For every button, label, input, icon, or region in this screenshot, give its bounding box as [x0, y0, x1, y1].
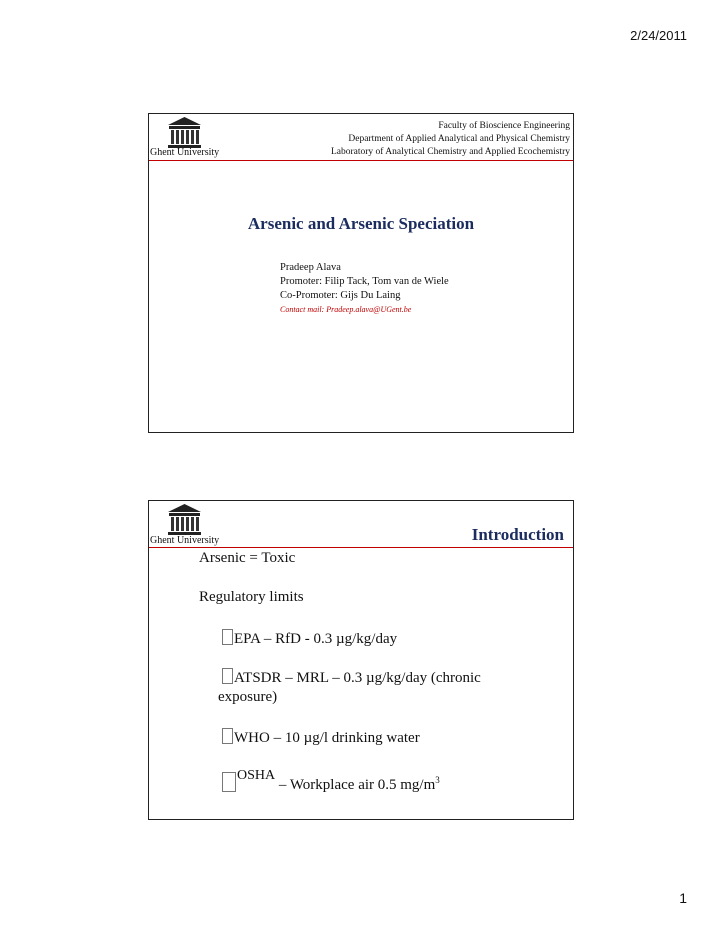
statement-toxic: Arsenic = Toxic — [199, 550, 296, 566]
ghent-university-logo-icon — [166, 502, 203, 538]
list-item-osha: OSHA – Workplace air 0.5 $mg/m^3$ — [222, 772, 440, 794]
regulatory-limits-heading: Regulatory limits — [199, 589, 304, 605]
department-line: Department of Applied Analytical and Physical Chemistry — [348, 134, 570, 144]
list-item-epa: EPA – RfD - 0.3 µg/kg/day — [222, 629, 397, 648]
header-date: 2/24/2011 — [630, 28, 687, 43]
osha-label: OSHA — [237, 768, 276, 783]
authors-block — [280, 261, 449, 317]
university-name: Ghent University — [150, 535, 220, 546]
slide-title — [148, 113, 574, 433]
header-rule — [149, 160, 573, 161]
laboratory-line: Laboratory of Analytical Chemistry and Applied Ecochemistry — [330, 147, 570, 157]
ghent-university-logo-icon — [166, 115, 203, 151]
bullet-icon — [222, 772, 236, 792]
university-name: Ghent University — [150, 147, 220, 158]
bullet-icon — [222, 629, 233, 645]
slide-heading: Introduction — [471, 525, 564, 544]
header-rule — [149, 547, 573, 548]
bullet-icon — [222, 668, 233, 684]
slide-introduction — [148, 500, 574, 820]
department-block — [331, 120, 570, 159]
author-name: Pradeep Alava — [280, 262, 341, 273]
slide-title-text: Arsenic and Arsenic Speciation — [247, 214, 475, 233]
faculty-line: Faculty of Bioscience Engineering — [438, 121, 570, 131]
list-item-who: WHO – 10 µg/l drinking water — [222, 728, 420, 747]
promoter: Promoter: Filip Tack, Tom van de Wiele — [280, 276, 449, 287]
contact-mail: Contact mail: Pradeep.alava@UGent.be — [280, 305, 412, 314]
page-number: 1 — [679, 890, 687, 906]
bullet-icon — [222, 728, 233, 744]
list-item-atsdr-continued: exposure) — [218, 689, 278, 705]
co-promoter: Co-Promoter: Gijs Du Laing — [280, 290, 401, 301]
list-item-atsdr: ATSDR – MRL – 0.3 µg/kg/day (chronic — [222, 668, 481, 687]
